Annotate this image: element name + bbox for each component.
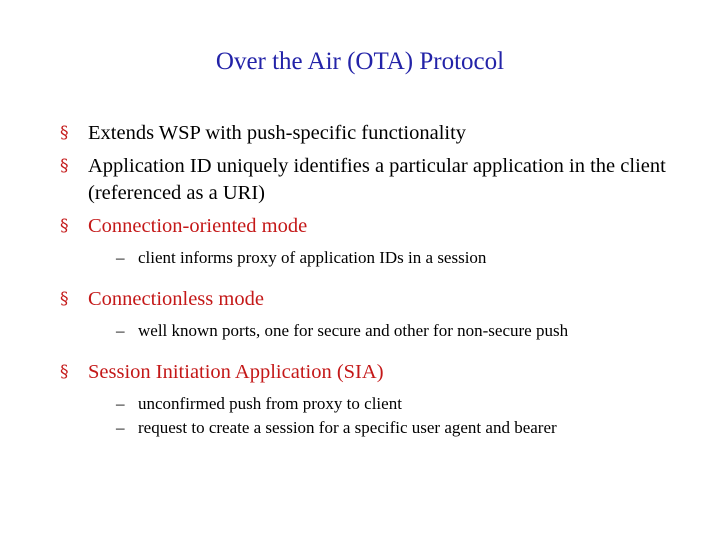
bullet-list [60, 120, 700, 456]
bullet-marker-icon: § [60, 289, 69, 309]
dash-icon: – [116, 248, 125, 267]
bullet-text: Connectionless mode [88, 288, 264, 310]
bullet-marker-icon: § [60, 216, 69, 236]
slide-title: Over the Air (OTA) Protocol [215, 48, 505, 75]
sub-bullet-text: unconfirmed push from proxy to client [138, 394, 402, 413]
bullet-marker-icon: § [60, 123, 69, 143]
sub-bullet-text: request to create a session for a specific user agent and bearer [138, 418, 557, 437]
sub-bullet-list [60, 319, 700, 343]
bullet-text: Session Initiation Application (SIA) [88, 361, 384, 383]
bullet-item [60, 153, 700, 207]
dash-icon: – [116, 418, 125, 437]
bullet-text: Connection-oriented mode [88, 215, 308, 237]
sub-bullet-item [116, 416, 700, 440]
sub-bullet-item [116, 392, 700, 416]
sub-bullet-text: client informs proxy of application IDs in a session [138, 248, 487, 267]
dash-icon: – [116, 394, 125, 413]
sub-bullet-item [116, 319, 700, 343]
bullet-item [60, 120, 700, 147]
bullet-marker-icon: § [60, 156, 69, 176]
sub-bullet-list [60, 392, 700, 440]
dash-icon: – [116, 321, 125, 340]
bullet-text: Extends WSP with push-specific functionality [88, 122, 467, 144]
bullet-item [60, 286, 700, 313]
sub-bullet-item [116, 246, 700, 270]
bullet-item [60, 213, 700, 240]
bullet-marker-icon: § [60, 362, 69, 382]
bullet-text: Application ID uniquely identifies a particular application in the client (referenced as a URI) [88, 155, 666, 204]
sub-bullet-list [60, 246, 700, 270]
sub-bullet-text: well known ports, one for secure and other for non-secure push [138, 321, 569, 340]
bullet-item [60, 359, 700, 386]
